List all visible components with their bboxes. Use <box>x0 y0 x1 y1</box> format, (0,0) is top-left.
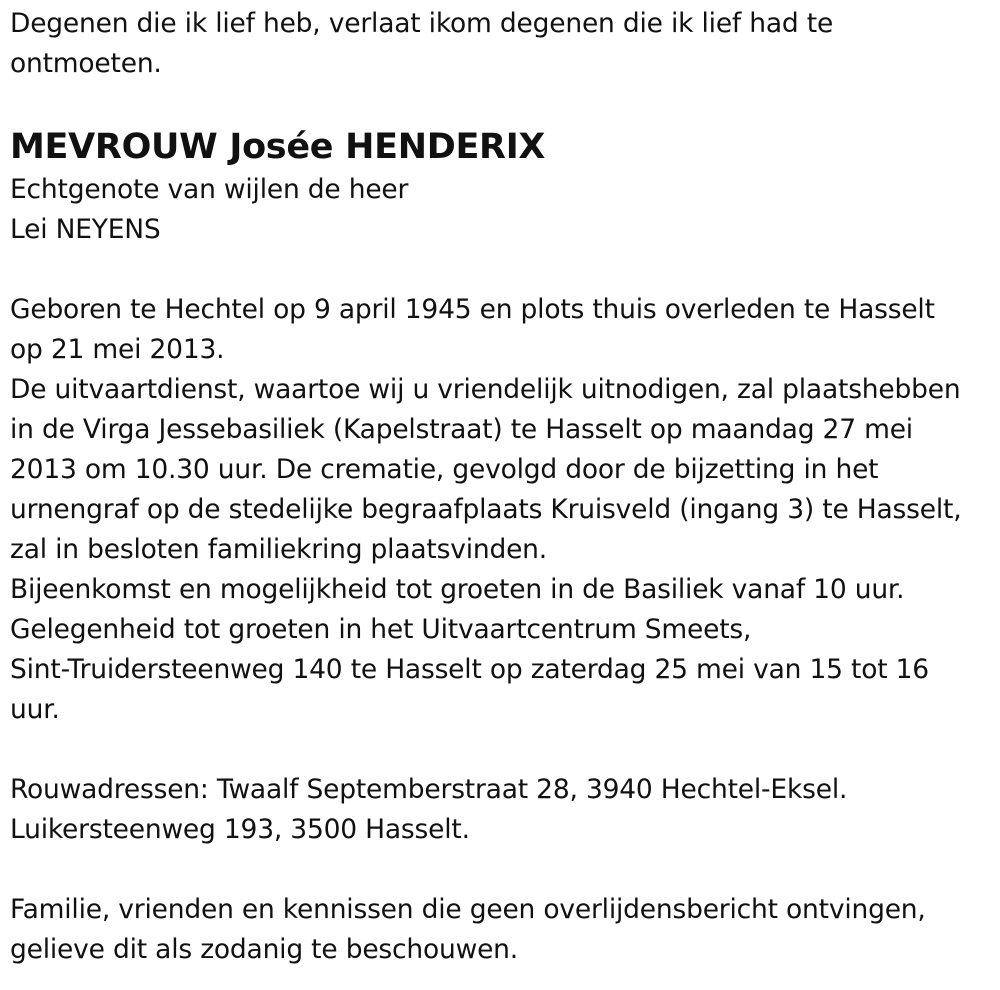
spouse-block <box>10 170 995 250</box>
details-line: uur. <box>10 694 60 725</box>
details-line: 2013 om 10.30 uur. De crematie, gevolgd door de bijzetting in het <box>10 454 879 485</box>
obituary-document <box>10 0 995 970</box>
details-block <box>10 290 995 730</box>
spacer <box>10 850 995 890</box>
closing-line: gelieve dit als zodanig te beschouwen. <box>10 934 518 965</box>
spacer <box>10 730 995 770</box>
details-line: Geboren te Hechtel op 9 april 1945 en plots thuis overleden te Hasselt <box>10 294 935 325</box>
details-line: Gelegenheid tot groeten in het Uitvaartcentrum Smeets, <box>10 614 752 645</box>
closing-line: Familie, vrienden en kennissen die geen overlijdensbericht ontvingen, <box>10 894 926 925</box>
spouse-line: Echtgenote van wijlen de heer <box>10 174 409 205</box>
details-line: urnengraf op de stedelijke begraafplaats Kruisveld (ingang 3) te Hasselt, <box>10 494 962 525</box>
details-line: op 21 mei 2013. <box>10 334 225 365</box>
intro-quote <box>10 4 995 84</box>
details-line: zal in besloten familiekring plaatsvinden. <box>10 534 547 565</box>
address-line: Rouwadressen: Twaalf Septemberstraat 28, 3940 Hechtel-Eksel. <box>10 774 848 805</box>
quote-line: ontmoeten. <box>10 48 162 79</box>
details-line: Bijeenkomst en mogelijkheid tot groeten in de Basiliek vanaf 10 uur. <box>10 574 905 605</box>
details-line: De uitvaartdienst, waartoe wij u vriendelijk uitnodigen, zal plaatshebben <box>10 374 961 405</box>
details-line: Sint-Truidersteenweg 140 te Hasselt op zaterdag 25 mei van 15 tot 16 <box>10 654 929 685</box>
closing-block <box>10 890 995 970</box>
details-line: in de Virga Jessebasiliek (Kapelstraat) te Hasselt op maandag 27 mei <box>10 414 913 445</box>
addresses-block <box>10 770 995 850</box>
spouse-line: Lei NEYENS <box>10 214 161 245</box>
deceased-name-title: MEVROUW Josée HENDERIX <box>10 127 546 167</box>
spacer <box>10 250 995 290</box>
address-line: Luikersteenweg 193, 3500 Hasselt. <box>10 814 470 845</box>
quote-line: Degenen die ik lief heb, verlaat ikom degenen die ik lief had te <box>10 8 834 39</box>
